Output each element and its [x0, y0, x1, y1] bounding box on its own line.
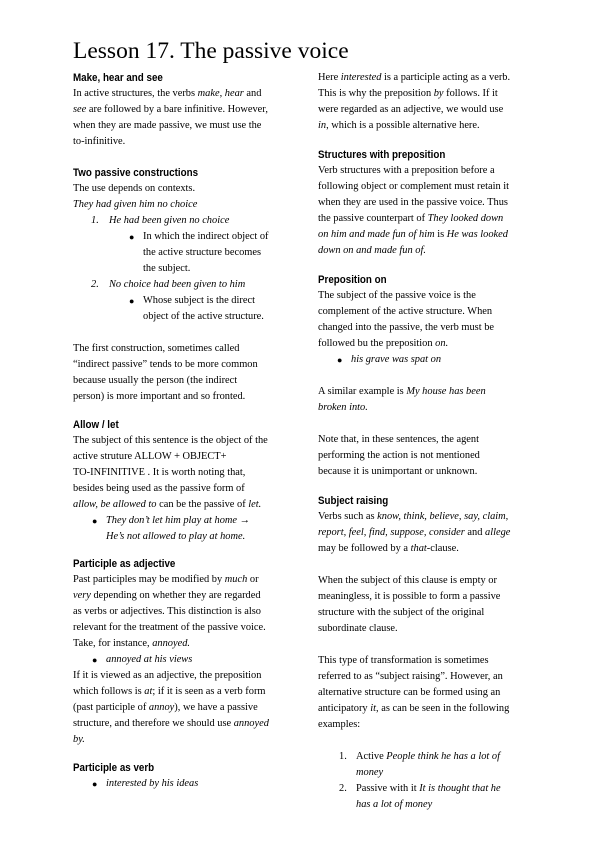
- paragraph: When the subject of this clause is empty or meaningless, it is possible to form a passive structure with the subject of the original subordinate clause.: [318, 575, 501, 634]
- numbered-item: 2. Passive with it It is thought that he has a lot of money: [339, 783, 501, 810]
- right-column: [318, 70, 533, 813]
- bullet-item: ● Whose subject is the direct object of the active structure.: [73, 293, 285, 325]
- section-participle-as-adjective: [73, 556, 285, 748]
- paragraph: Verb structures with a preposition before a following object or complement must retain it when they are used in the passive voice. Thus the passive counterpart of They looked down on him and made fun of him is He was looked down on and made fun of.: [318, 165, 510, 256]
- left-column: [73, 70, 285, 792]
- heading-subject-raising: Subject raising: [318, 495, 389, 507]
- numbered-item: 1. Active People think he has a lot of money: [339, 751, 500, 778]
- bullet-icon: ●: [129, 232, 135, 242]
- paragraph: Here interested is a participle acting as a verb. This is why the preposition by follows. If it were regarded as an adjective, we would use in, which is a possible alternative here.: [318, 72, 511, 131]
- paragraph: Past participles may be modified by much or very depending on whether they are regarded as verbs or adjectives. This distinction is also relevant for the treatment of the passive voice. Take, for instance, annoyed.: [73, 574, 266, 649]
- paragraph: Verbs such as know, think, believe, say, claim, report, feel, find, suppose, consider and allege may be followed by a that-clause.: [318, 511, 511, 554]
- paragraph: The subject of the passive voice is the complement of the active structure. When changed into the passive, the verb must be followed bu the preposition on.: [318, 290, 495, 349]
- paragraph: If it is viewed as an adjective, the preposition which follows is at; if it is seen as a verb form (past participle of annoy), we have a passive structure, and therefore we should use annoyed by.: [73, 670, 269, 745]
- heading-two-passive-constructions: Two passive constructions: [73, 167, 199, 179]
- numbered-item: 2. No choice had been given to him: [91, 279, 246, 290]
- section-two-passive-constructions: Two passive constructions The use depends on contexts. They had given him no choice 1. He had been given no choice ● In which the indirect object of the active structure becomes the subject. 2. No choice had been given to him ● Whose subject is the direct object of the active structure. The first construction, sometimes called “indirect passive” tends to be more common because usually the person (the indirect person) is more important and so fronted.: [73, 165, 285, 405]
- bullet-item: ● They don’t let him play at home → He’s not allowed to play at home.: [73, 513, 285, 545]
- heading-preposition-on: Preposition on: [318, 274, 387, 286]
- bullet-icon: ●: [337, 355, 343, 365]
- bullet-item: ● interested by his ideas: [73, 776, 285, 792]
- section-subject-raising: [318, 493, 533, 813]
- section-participle-as-verb: [73, 760, 285, 792]
- heading-make-hear-see: Make, hear and see: [73, 72, 163, 84]
- paragraph: Note that, in these sentences, the agent performing the action is not mentioned because it is unimportant or unknown.: [318, 434, 480, 477]
- paragraph: This type of transformation is sometimes referred to as “subject raising”. However, an alternative structure can be formed using an anticipatory it, as can be seen in the following examples:: [318, 655, 510, 730]
- bullet-icon: ●: [129, 296, 135, 306]
- paragraph: The first construction, sometimes called “indirect passive” tends to be more common because usually the person (the indirect person) is more important and so fronted.: [73, 343, 258, 402]
- bullet-icon: ●: [92, 655, 98, 665]
- heading-participle-as-verb: Participle as verb: [73, 762, 155, 774]
- heading-allow-let: Allow / let: [73, 419, 119, 431]
- paragraph: In active structures, the verbs make, hear and see are followed by a bare infinitive. However, when they are made passive, we must use the to-infinitive.: [73, 88, 268, 147]
- section-preposition-on: [318, 272, 533, 480]
- section-allow-let: [73, 417, 285, 545]
- section-structures-with-preposition: [318, 147, 533, 259]
- numbered-item: 1. He had been given no choice: [91, 215, 230, 226]
- page-title: Lesson 17. The passive voice: [73, 38, 349, 64]
- bullet-icon: ●: [92, 779, 98, 789]
- paragraph: The subject of this sentence is the object of the active struture ALLOW + OBJECT+ TO-INFINITIVE . It is worth noting that, besides being used as the passive form of allow, be allowed to can be the passive of let.: [73, 435, 268, 510]
- paragraph: A similar example is My house has been broken into.: [318, 386, 486, 413]
- bullet-item: ● In which the indirect object of the active structure becomes the subject.: [73, 229, 285, 277]
- bullet-item: ● annoyed at his views: [73, 652, 285, 668]
- bullet-icon: ●: [92, 516, 98, 526]
- heading-participle-as-adjective: Participle as adjective: [73, 558, 176, 570]
- bullet-item: ● his grave was spat on: [318, 352, 533, 368]
- heading-structures-with-preposition: Structures with preposition: [318, 149, 446, 161]
- section-make-hear-see: [73, 70, 285, 150]
